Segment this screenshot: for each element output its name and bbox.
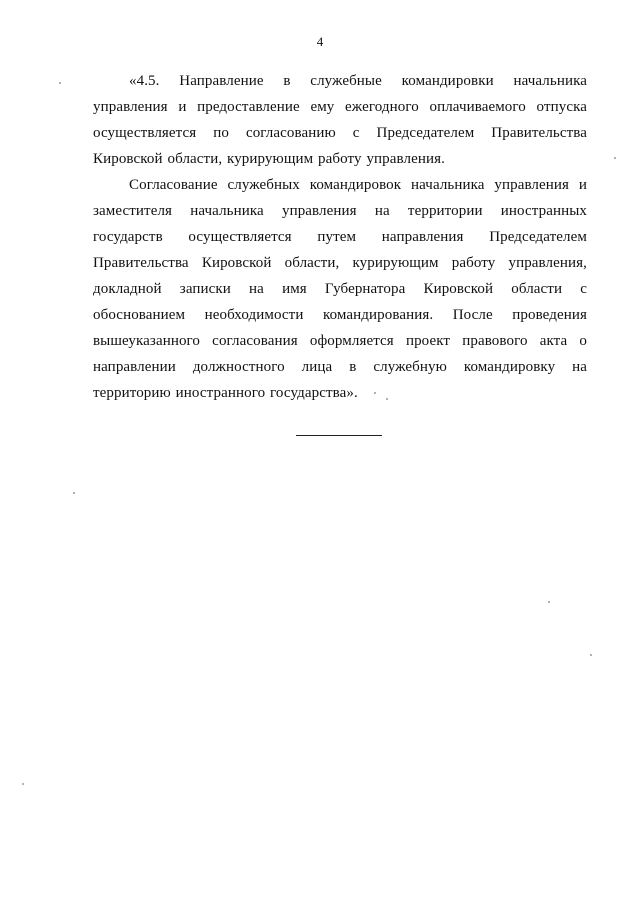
scan-speck	[386, 398, 388, 400]
end-of-text-rule	[296, 435, 382, 436]
scan-speck	[614, 157, 616, 159]
paragraph-4-5: «4.5. Направление в служебные командировки начальника управления и предоставление ему ежегодного оплачиваемого отпуска осуществляется по согласованию с Председателем Правительства Кировской области, курирующим работу управления.	[93, 73, 587, 167]
document-body	[93, 68, 587, 406]
scan-speck	[59, 82, 61, 84]
scan-speck	[374, 392, 376, 394]
scan-speck	[590, 654, 592, 656]
scan-speck	[22, 783, 24, 785]
scan-speck	[73, 492, 75, 494]
paragraph-approval: Согласование служебных командировок начальника управления и заместителя начальника управления на территории иностранных государств осуществляется путем направления Председателем Правительства Кировской области, курирующим работу управления, докладной записки на имя Губернатора Кировской области с обоснованием необходимости командирования. После проведения вышеуказанного согласования оформляется проект правового акта о направлении должностного лица в служебную командировку на территорию иностранного государства».	[93, 177, 587, 401]
scan-speck	[548, 601, 550, 603]
page-number: 4	[316, 34, 324, 49]
